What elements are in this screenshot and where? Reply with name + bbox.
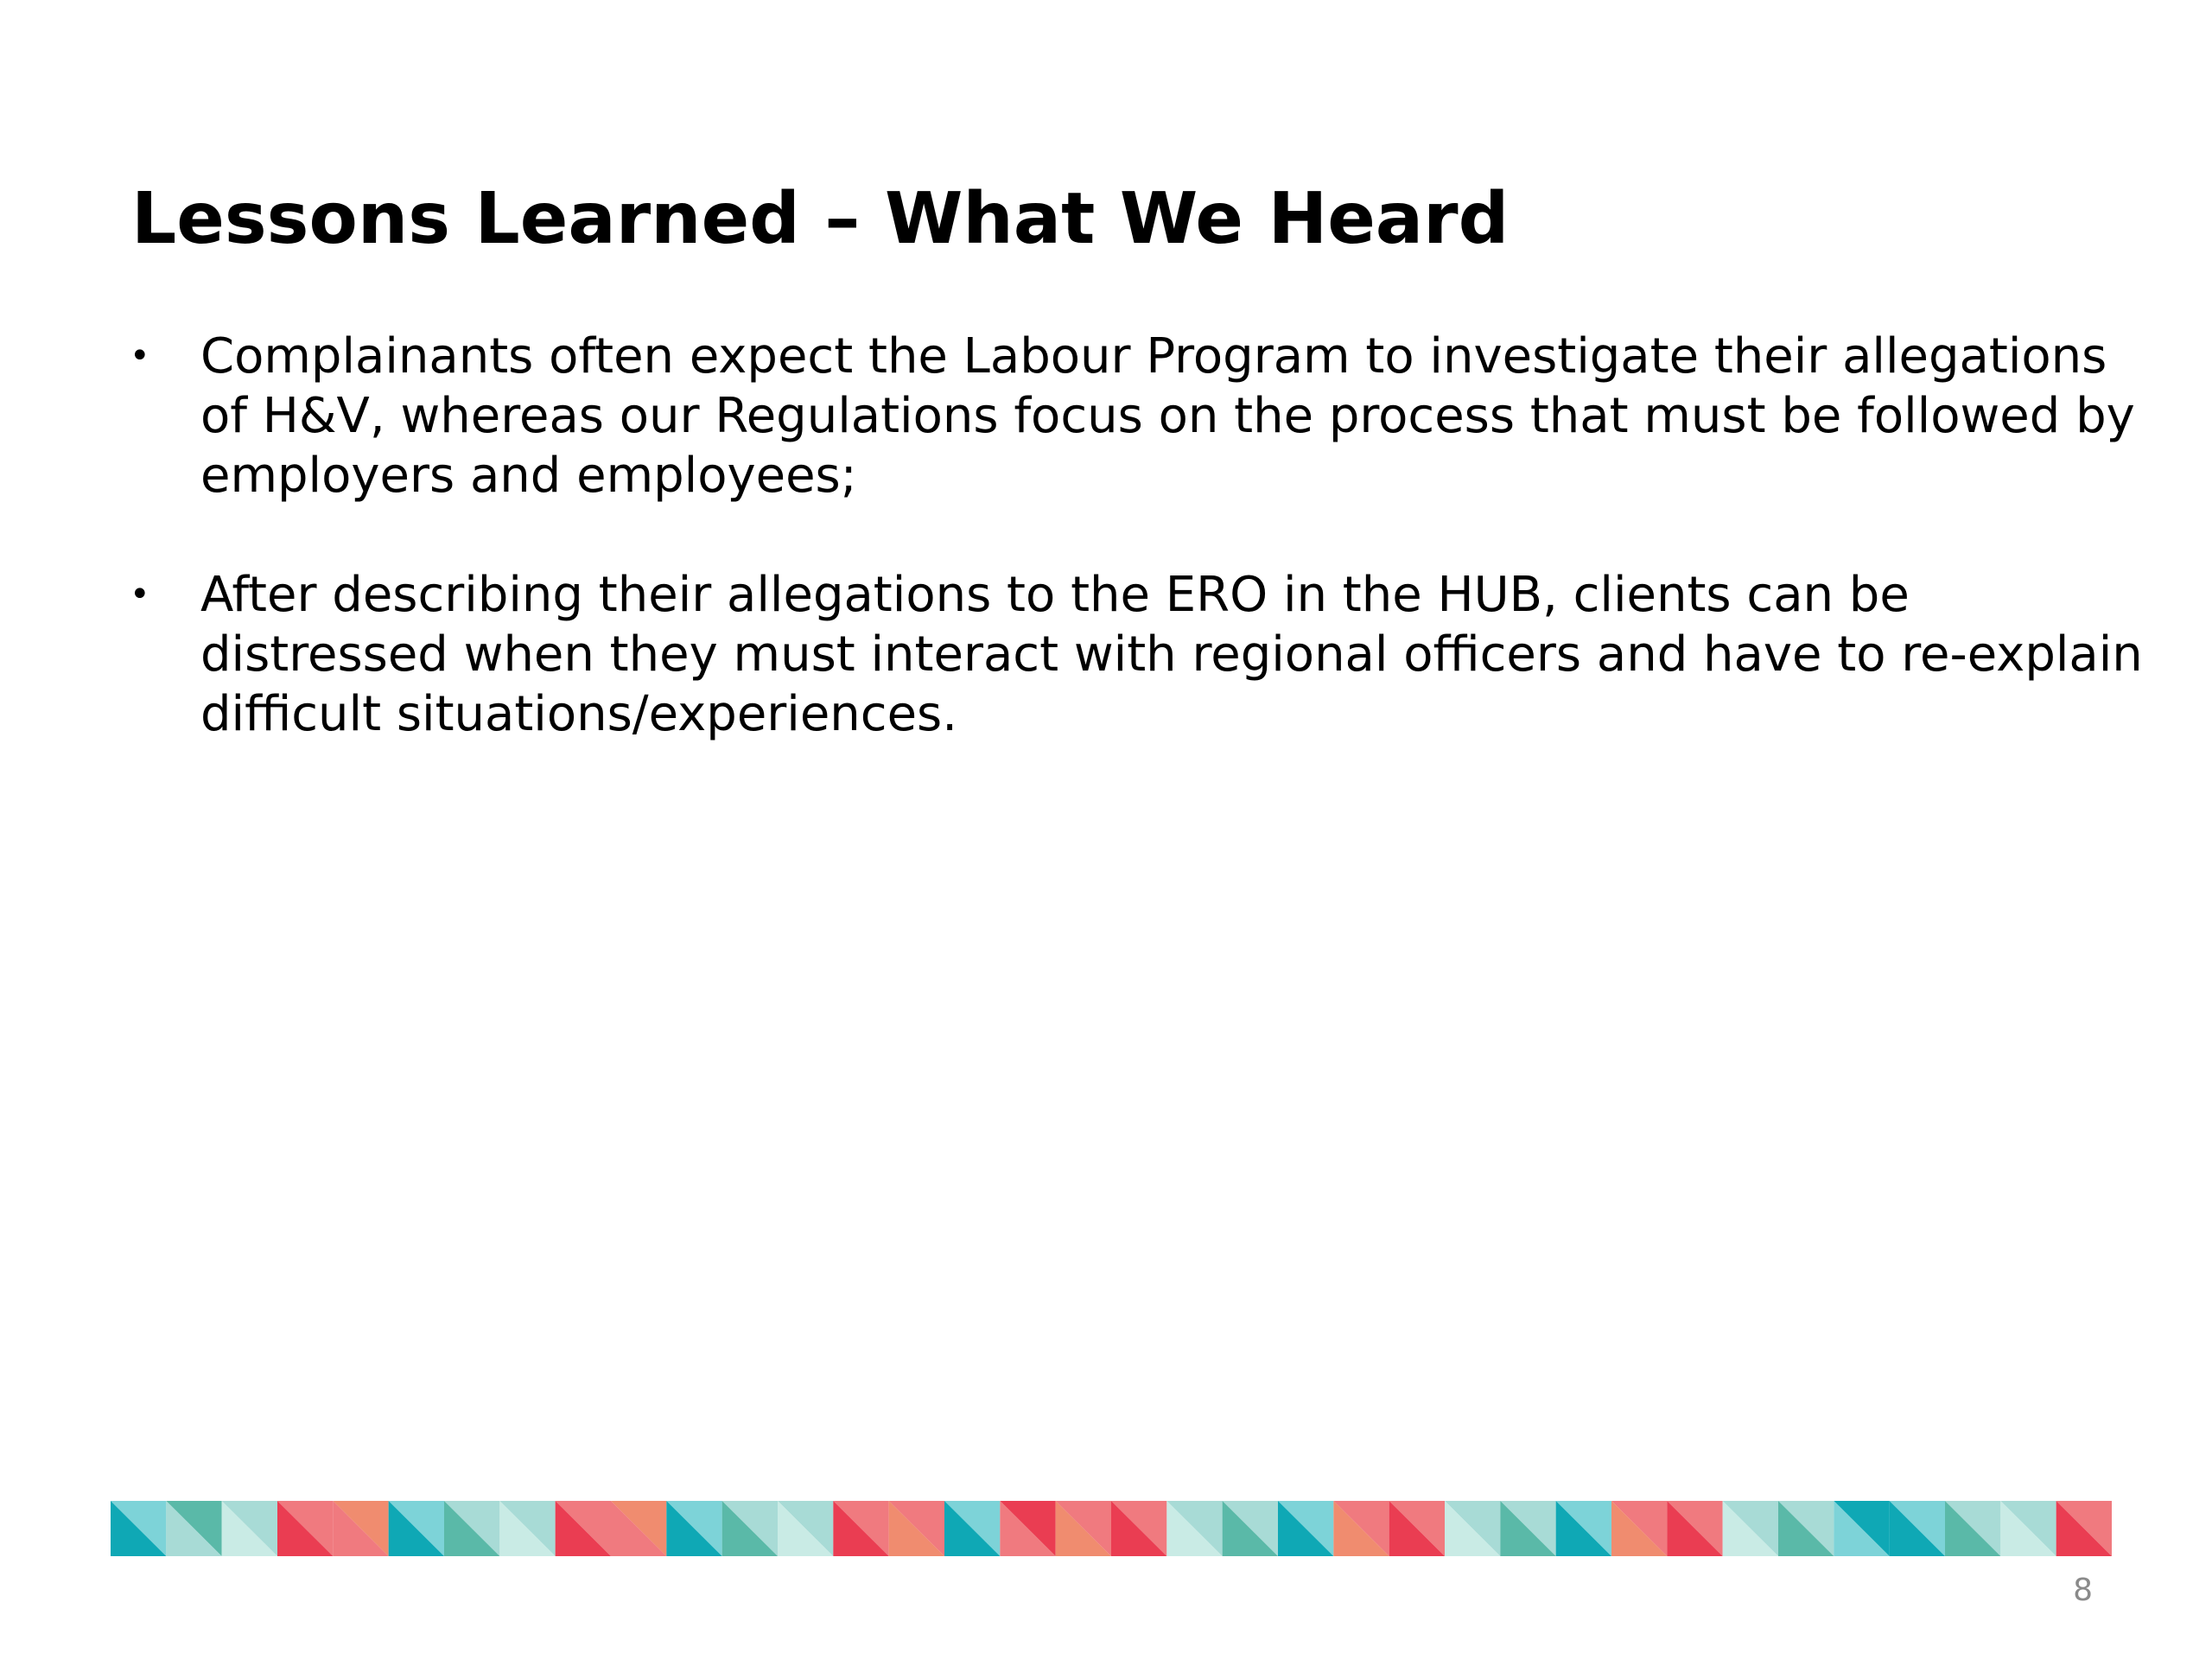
bullet-marker: •: [130, 575, 150, 614]
list-item: [121, 565, 2143, 744]
bullet-text: After describing their allegations to the ERO in the HUB, clients can be distressed when they must interact with regional officers and have to re-explain difficult situations/experiences.: [200, 567, 2143, 742]
page-number: 8: [2073, 1573, 2093, 1608]
decorative-triangle-strip: [111, 1501, 2112, 1556]
list-item: [121, 327, 2143, 505]
bullet-marker: •: [130, 336, 150, 376]
slide-title: Lessons Learned – What We Heard: [131, 178, 1510, 260]
bullet-text: Complainants often expect the Labour Program to investigate their allegations of H&V, whereas our Regulations focus on the process that must be followed by employers and employees;: [200, 328, 2135, 504]
bullet-list: [121, 327, 2143, 804]
